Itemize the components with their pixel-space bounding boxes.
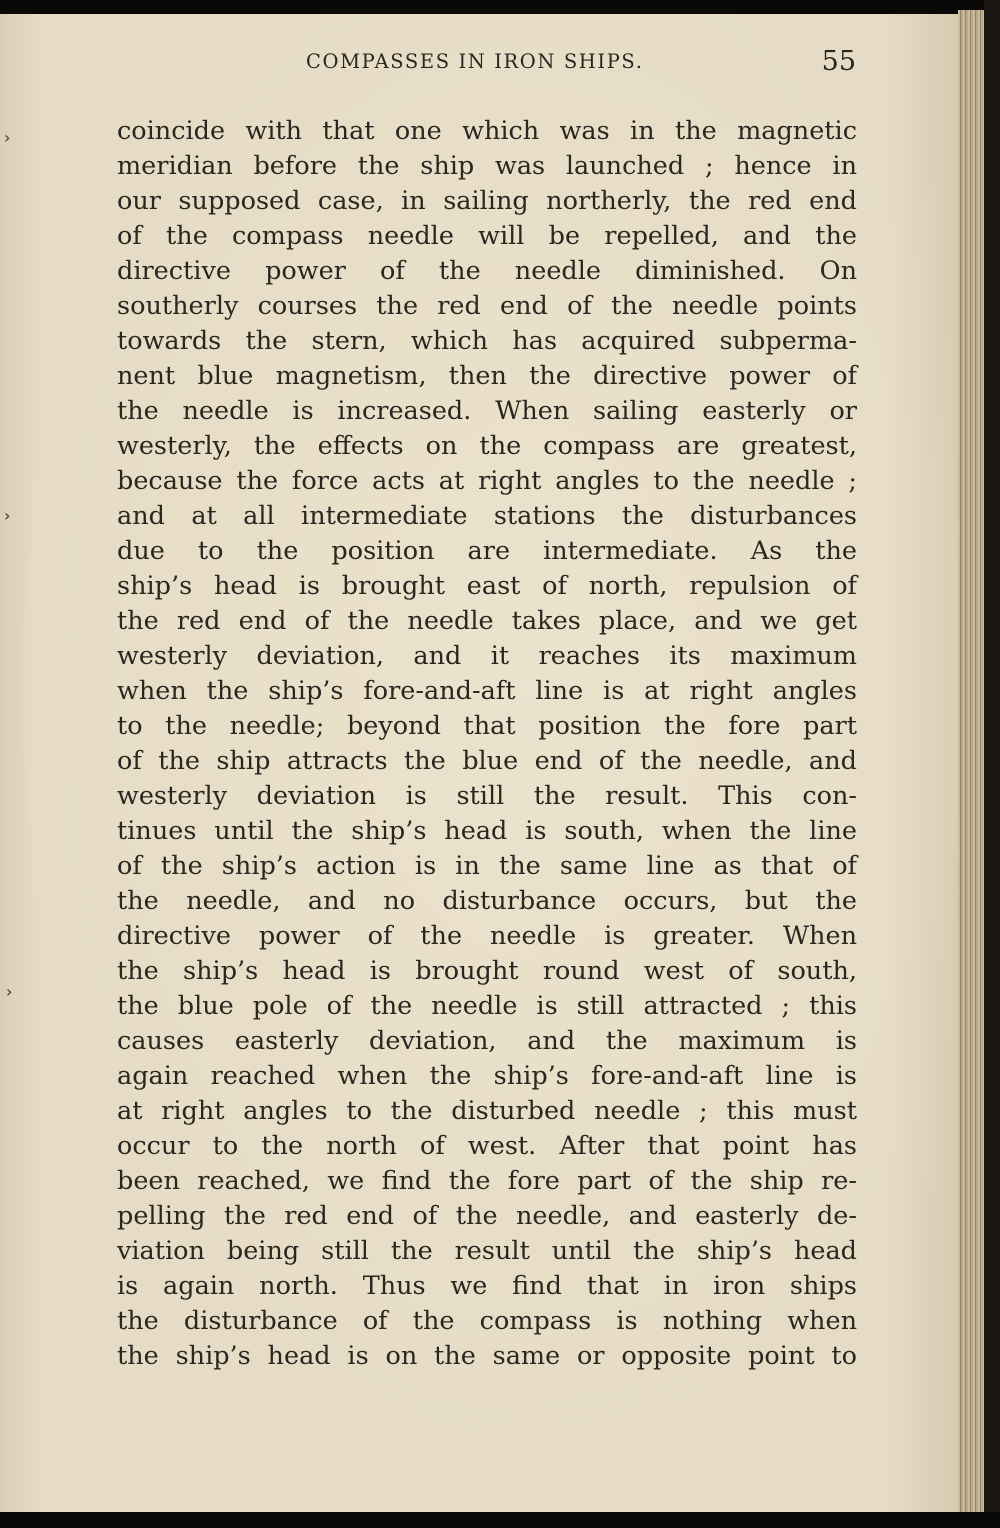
- text-line: towards the stern, which has acquired subperma-: [117, 326, 857, 356]
- text-line: viation being still the result until the ship’s head: [117, 1236, 857, 1266]
- text-line: due to the position are intermediate. As the: [117, 536, 857, 566]
- text-line: and at all intermediate stations the disturbances: [117, 501, 857, 531]
- text-line: the disturbance of the compass is nothing when: [117, 1306, 857, 1336]
- text-line: of the compass needle will be repelled, and the: [117, 221, 857, 251]
- text-line: westerly deviation, and it reaches its maximum: [117, 641, 857, 671]
- text-line: is again north. Thus we find that in iron ships: [117, 1271, 857, 1301]
- text-line: ship’s head is brought east of north, repulsion of: [117, 571, 857, 601]
- text-line: of the ship’s action is in the same line as that of: [117, 851, 857, 881]
- top-shadow-edge: [0, 0, 1000, 14]
- text-line: causes easterly deviation, and the maximum is: [117, 1026, 857, 1056]
- margin-mark-icon: ›: [4, 128, 11, 147]
- text-line: been reached, we find the fore part of the ship re-: [117, 1166, 857, 1196]
- text-line: because the force acts at right angles to the needle ;: [117, 466, 857, 496]
- text-line: the blue pole of the needle is still attracted ; this: [117, 991, 857, 1021]
- running-header: [118, 46, 858, 80]
- body-text: [117, 114, 857, 1374]
- text-line: the ship’s head is brought round west of south,: [117, 956, 857, 986]
- text-line: the ship’s head is on the same or opposite point to: [117, 1341, 857, 1371]
- text-line: nent blue magnetism, then the directive power of: [117, 361, 857, 391]
- running-title: COMPASSES IN IRON SHIPS.: [306, 50, 644, 73]
- text-line: the needle is increased. When sailing easterly or: [117, 396, 857, 426]
- text-line: directive power of the needle is greater. When: [117, 921, 857, 951]
- margin-mark-icon: ›: [6, 982, 13, 1001]
- text-line: again reached when the ship’s fore-and-aft line is: [117, 1061, 857, 1091]
- text-line: pelling the red end of the needle, and easterly de-: [117, 1201, 857, 1231]
- text-line: westerly deviation is still the result. This con-: [117, 781, 857, 811]
- text-line: coincide with that one which was in the magnetic: [117, 116, 857, 146]
- bottom-shadow-edge: [0, 1512, 1000, 1528]
- text-line: occur to the north of west. After that point has: [117, 1131, 857, 1161]
- text-line: westerly, the effects on the compass are greatest,: [117, 431, 857, 461]
- text-line: directive power of the needle diminished. On: [117, 256, 857, 286]
- text-line: meridian before the ship was launched ; hence in: [117, 151, 857, 181]
- text-line: of the ship attracts the blue end of the needle, and: [117, 746, 857, 776]
- page-fore-edge: [958, 10, 984, 1515]
- binding-edge: [984, 0, 1000, 1528]
- text-line: our supposed case, in sailing northerly, the red end: [117, 186, 857, 216]
- text-line: when the ship’s fore-and-aft line is at right angles: [117, 676, 857, 706]
- text-line: to the needle; beyond that position the fore part: [117, 711, 857, 741]
- margin-mark-icon: ›: [4, 506, 11, 525]
- text-line: the needle, and no disturbance occurs, but the: [117, 886, 857, 916]
- text-line: at right angles to the disturbed needle ; this must: [117, 1096, 857, 1126]
- text-line: tinues until the ship’s head is south, when the line: [117, 816, 857, 846]
- text-line: the red end of the needle takes place, and we get: [117, 606, 857, 636]
- text-line: southerly courses the red end of the needle points: [117, 291, 857, 321]
- page-number: 55: [821, 46, 856, 77]
